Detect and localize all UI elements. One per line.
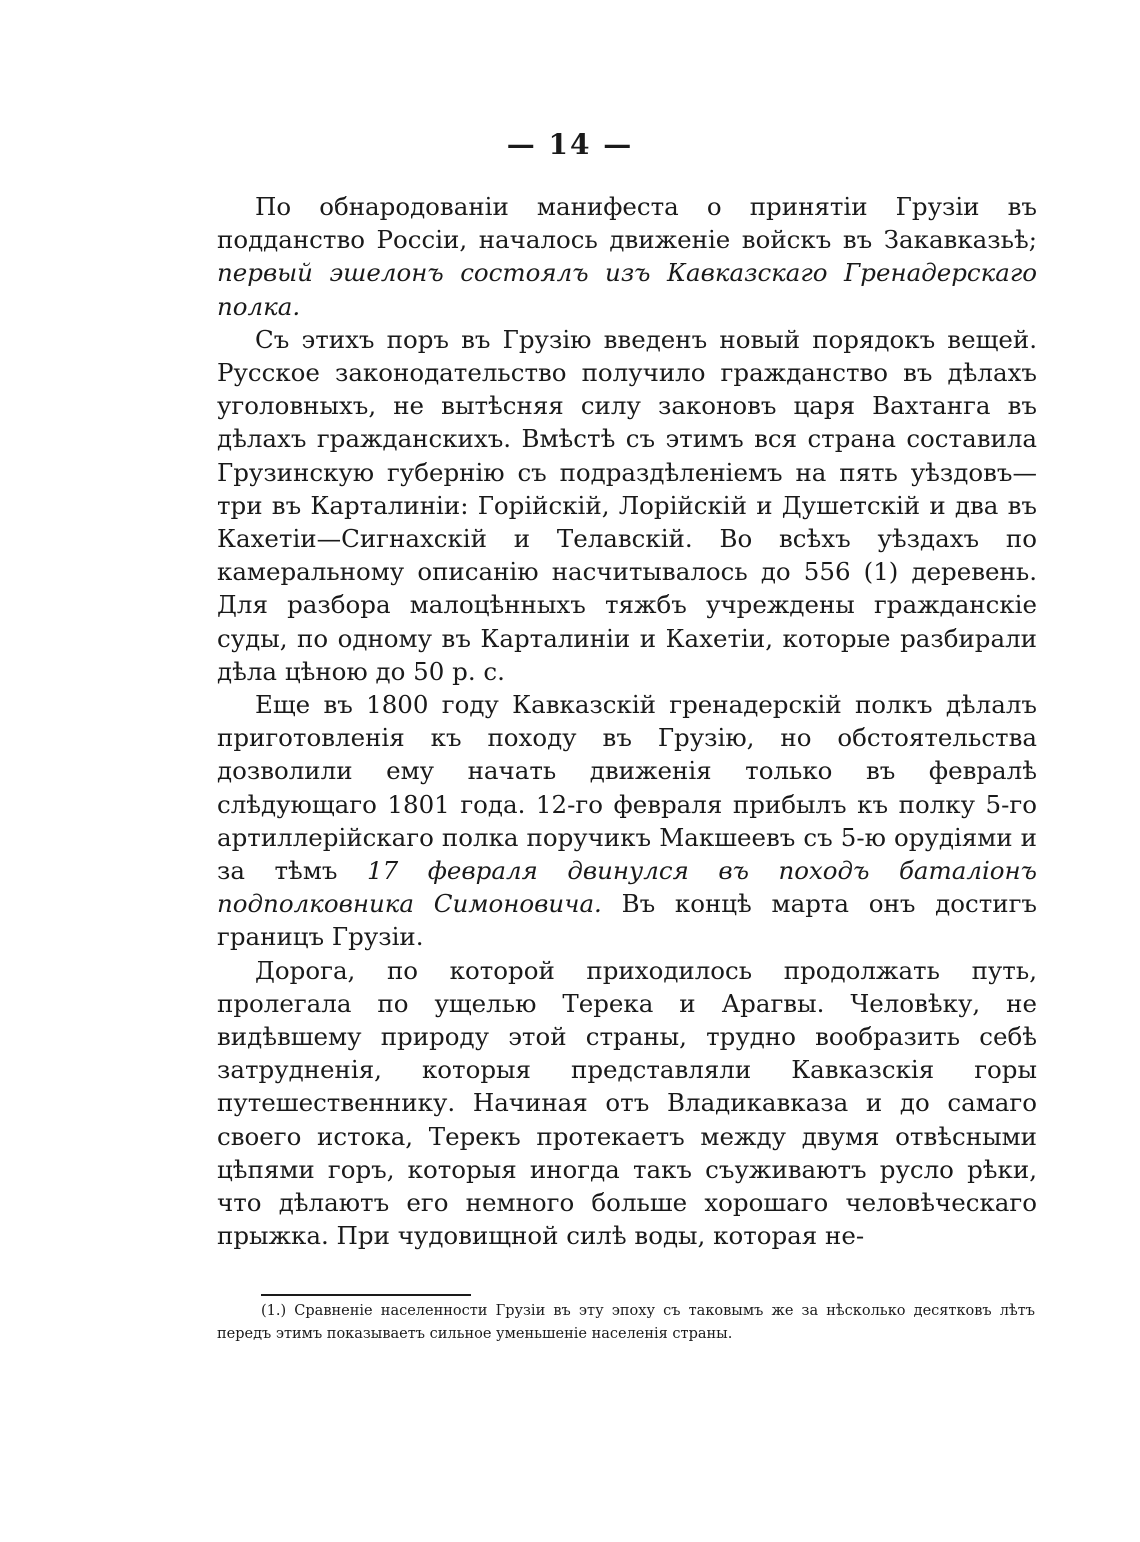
paragraph-text: Дорога, по которой приходилось продолжать путь, пролегала по ущелью Терека и Арагвы. Человѣку, не видѣвшему природу этой страны, трудно вообразить себѣ затрудненія, которыя представляли Кавказскія горы путешественнику. Начиная отъ Владикавказа и до самаго своего истока, Терекъ протекаетъ между двумя отвѣсными цѣпями горъ, которыя иногда такъ съуживаютъ русло рѣки, что дѣлаютъ его немного больше хорошаго человѣческаго прыжка. При чудовищной силѣ воды, которая не- (217, 955, 1037, 1251)
paragraph-italic-text: 17 февраля двинулся въ походъ баталіонъ подполковника Симоновича. (217, 856, 1037, 919)
footnote-rule (261, 1294, 471, 1296)
paragraph-italic-text: первый эшелонъ состоялъ изъ Кавказскаго Гренадерскаго полка. (217, 258, 1037, 321)
paragraph-text: По обнародованіи манифеста о принятіи Грузіи въ подданство Россіи, началось движеніе войскъ въ Закавказьѣ; (217, 192, 1037, 255)
paragraph-text: Съ этихъ поръ въ Грузію введенъ новый порядокъ вещей. Русское законодательство получило гражданство въ дѣлахъ уголовныхъ, не вытѣсняя силу законовъ царя Вахтанга въ дѣлахъ гражданскихъ. Вмѣстѣ съ этимъ вся страна составила Грузинскую губернію съ подраздѣленіемъ на пять уѣздовъ—три въ Карталиніи: Горійскій, Лорійскій и Душетскій и два въ Кахетіи—Сигнахскій и Телавскій. Во всѣхъ уѣздахъ по камеральному описанію насчитывалось до 556 (1) деревень. Для разбора малоцѣнныхъ тяжбъ учреждены гражданскіе суды, по одному въ Карталиніи и Кахетіи, которые разбирали дѣла цѣною до 50 р. с. (217, 324, 1037, 686)
paragraph (217, 323, 1037, 688)
paragraph-text: Въ концѣ марта онъ достигъ границъ Грузіи. (217, 889, 1037, 952)
page-number: — 14 — (506, 128, 634, 161)
footnote: (1.) Сравненіе населенности Грузіи въ эту эпоху съ таковымъ же за нѣсколько десятковъ лѣтъ передъ этимъ показываетъ сильное уменьшеніе населенія страны. (217, 1303, 1035, 1342)
paragraph-text: Еще въ 1800 году Кавказскій гренадерскій полкъ дѣлалъ приготовленія къ походу въ Грузію, но обстоятельства дозволили ему начать движенія только въ февралѣ слѣдующаго 1801 года. 12-го февраля прибылъ къ полку 5-го артиллерійскаго полка поручикъ Макшеевъ съ 5-ю орудіями и за тѣмъ (217, 690, 1037, 886)
paragraph (217, 688, 1037, 954)
paragraph (217, 190, 1037, 323)
paragraph (217, 954, 1037, 1253)
body-text (217, 190, 1037, 1253)
